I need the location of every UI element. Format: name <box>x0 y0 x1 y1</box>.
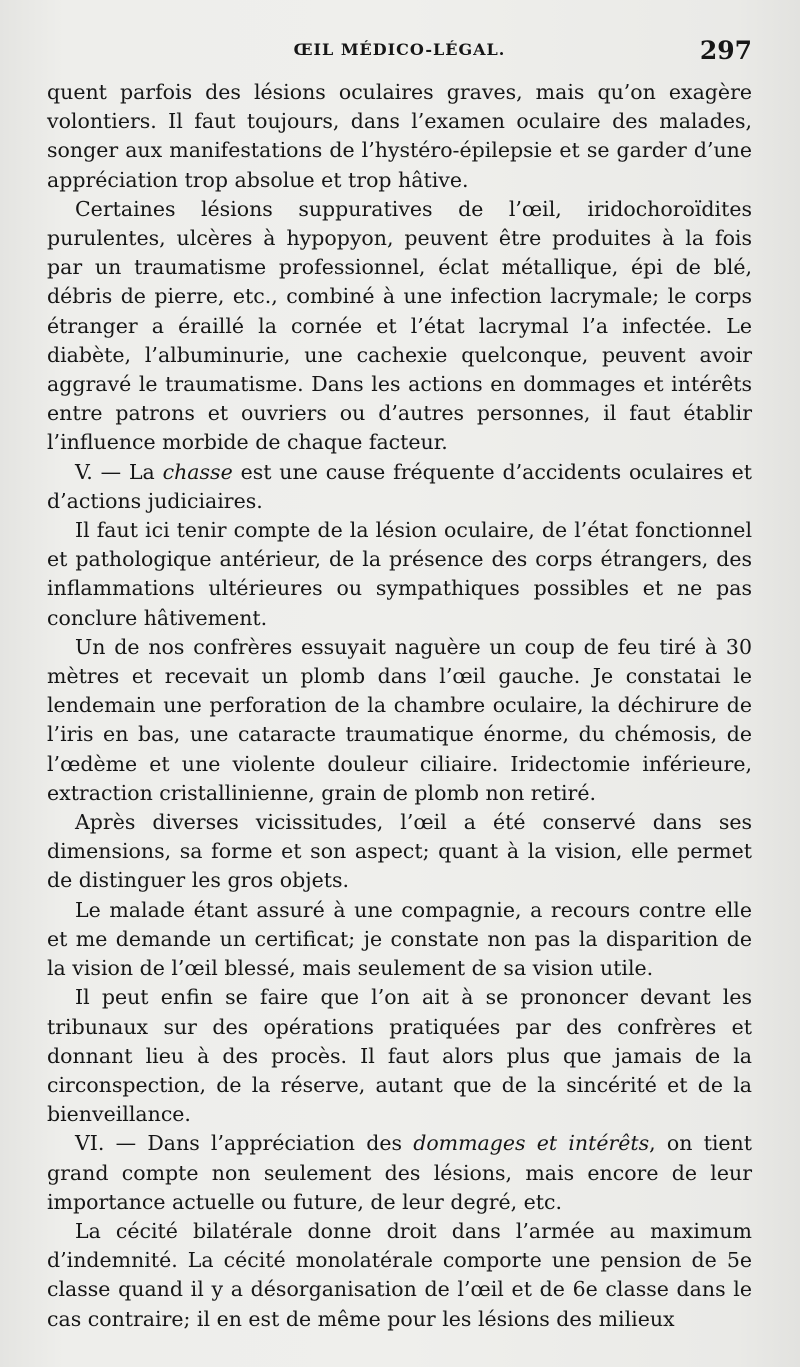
paragraph <box>47 808 752 896</box>
paragraph <box>47 1217 752 1334</box>
body-text <box>47 78 752 1334</box>
text-segment: Il peut enfin se faire que l’on ait à se prononcer devant les tribunaux sur des opérations pratiquées par des confrères et donnant lieu à des procès. Il faut alors plus que jamais de la circonspection, de la réserve, autant que de la sincérité et de la bienveillance. <box>47 985 752 1127</box>
text-segment: VI. — Dans l’appréciation des <box>75 1131 414 1156</box>
paragraph <box>47 78 752 195</box>
text-segment: Après diverses vicissitudes, l’œil a été conservé dans ses dimensions, sa forme et son aspect; quant à la vision, elle permet de distinguer les gros objets. <box>47 810 752 893</box>
italic-text-segment: chasse <box>162 459 233 484</box>
text-segment: Le malade étant assuré à une compagnie, a recours contre elle et me demande un certificat; je constate non pas la disparition de la vision de l’œil blessé, mais seulement de sa vision utile. <box>47 897 752 981</box>
paragraph <box>47 195 752 458</box>
text-segment: Il faut ici tenir compte de la lésion oculaire, de l’état fonctionnel et pathologique antérieur, de la présence des corps étrangers, des inflammations ultérieures ou sympathiques possibles et ne pas conclure hâtivement. <box>47 518 752 630</box>
italic-text-segment: dommages et intérêts <box>413 1131 650 1156</box>
paragraph <box>47 896 752 984</box>
text-segment: , on tient grand compte non seulement des lésions, mais encore de leur importance actuelle ou future, de leur degré, etc. <box>47 1131 753 1214</box>
running-head: ŒIL MÉDICO-LÉGAL. <box>293 40 506 59</box>
text-segment: V. — La <box>75 459 163 484</box>
text-segment: quent parfois des lésions oculaires graves, mais qu’on exagère volontiers. Il faut toujours, dans l’examen oculaire des malades, songer aux manifestations de l’hystéro-épilepsie et se garder d’une appréciation trop absolue et trop hâtive. <box>47 80 752 192</box>
paragraph <box>47 983 752 1129</box>
text-segment: Certaines lésions suppuratives de l’œil, iridochoroïdites purulentes, ulcères à hypopyon, peuvent être produites à la fois par un traumatisme professionnel, éclat métallique, épi de blé, débris de pierre, etc., combiné à une infection lacrymale; le corps étranger a éraillé la cornée et l’état lacrymal l’a infectée. Le diabète, l’albuminurie, une cachexie quelconque, peuvent avoir aggravé le traumatisme. Dans les actions en dommages et intérêts entre patrons et ouvriers ou d’autres personnes, il faut établir l’influence morbide de chaque facteur. <box>47 196 752 455</box>
page-number: 297 <box>699 36 752 65</box>
text-segment: Un de nos confrères essuyait naguère un coup de feu tiré à 30 mètres et recevait un plomb dans l’œil gauche. Je constatai le lendemain une perforation de la chambre oculaire, la déchirure de l’iris en bas, une cataracte traumatique énorme, du chémosis, de l’œdème et une violente douleur ciliaire. Iridectomie inférieure, extraction cristallinienne, grain de plomb non retiré. <box>47 634 752 805</box>
paragraph <box>47 1129 752 1217</box>
text-segment: est une cause fréquente d’accidents oculaires et d’actions judiciaires. <box>47 459 752 513</box>
paragraph <box>47 516 752 633</box>
text-segment: La cécité bilatérale donne droit dans l’armée au maximum d’indemnité. La cécité monolatérale comporte une pension de 5e classe quand il y a désorganisation de l’œil et de 6e classe dans le cas contraire; il en est de même pour les lésions des milieux <box>47 1218 752 1331</box>
paragraph <box>47 458 752 516</box>
page-header <box>47 38 752 78</box>
paragraph <box>47 633 752 808</box>
